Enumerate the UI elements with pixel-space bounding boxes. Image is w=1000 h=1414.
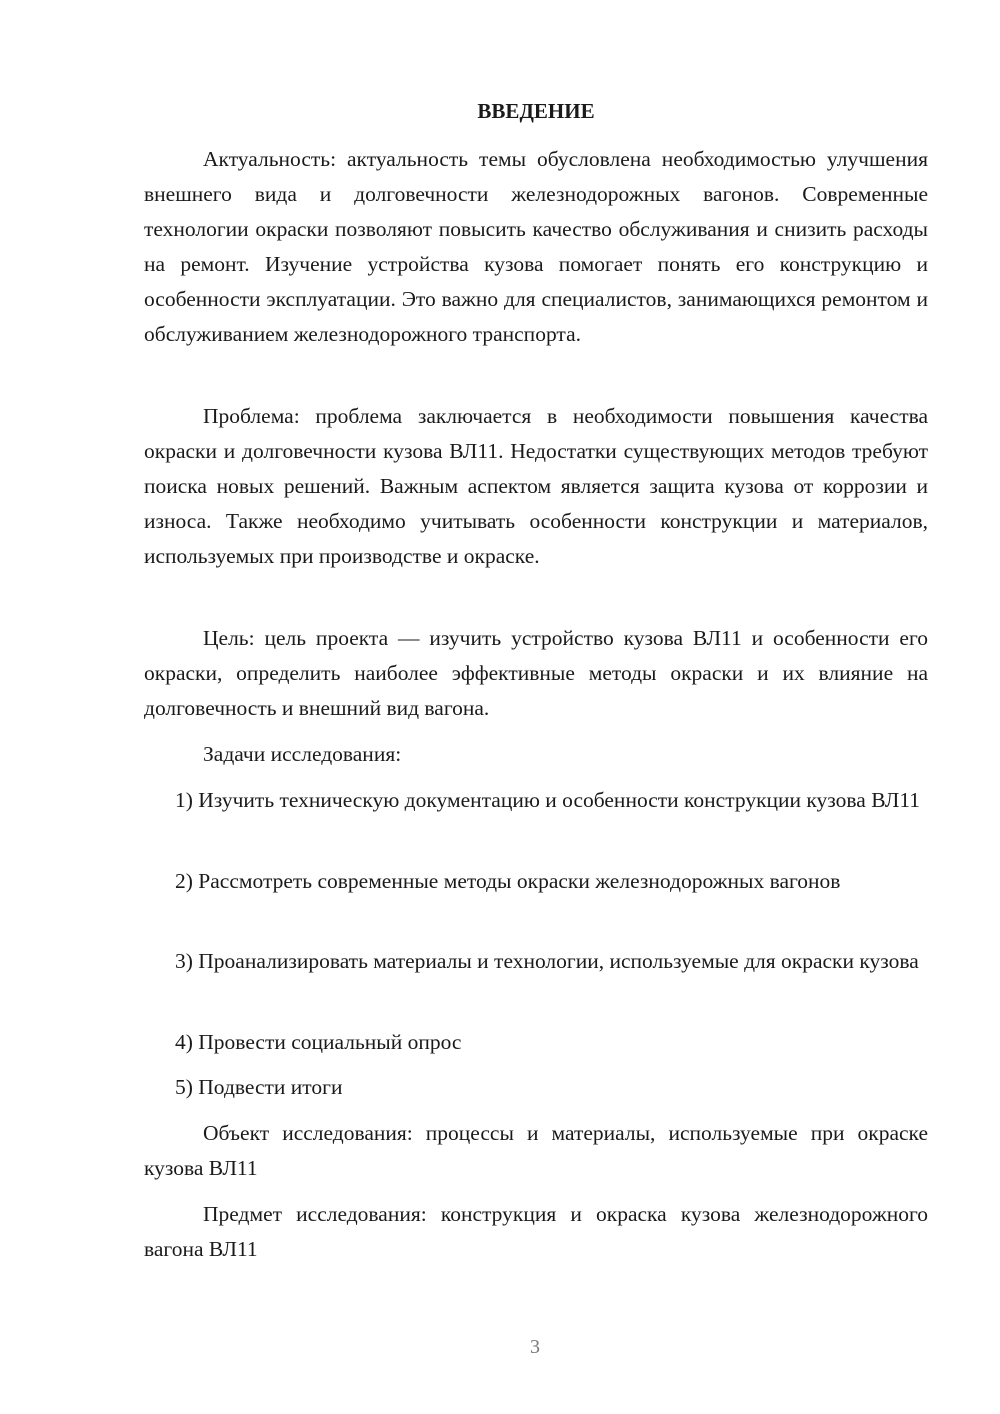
task-item-4: 4) Провести социальный опрос xyxy=(175,1030,462,1054)
task-item-5: 5) Подвести итоги xyxy=(175,1075,343,1099)
relevance-paragraph: Актуальность: актуальность темы обусловлена необходимостью улучшения внешнего вида и долговечности железнодорожных вагонов. Современные технологии окраски позволяют повысить качество обслуживания и снизить расходы на ремонт. Изучение устройства кузова помогает понять его конструкцию и особенности эксплуатации. Это важно для специалистов, занимающихся ремонтом и обслуживанием железнодорожного транспорта. xyxy=(144,147,928,346)
goal-paragraph: Цель: цель проекта — изучить устройство кузова ВЛ11 и особенности его окраски, определить наиболее эффективные методы окраски и их влияние на долговечность и внешний вид вагона. xyxy=(144,626,928,720)
task-item-1: 1) Изучить техническую документацию и особенности конструкции кузова ВЛ11 xyxy=(175,788,921,812)
page-title: ВВЕДЕНИЕ xyxy=(477,99,595,123)
task-item-3: 3) Проанализировать материалы и технологии, используемые для окраски кузова xyxy=(175,949,919,973)
object-paragraph: Объект исследования: процессы и материалы, используемые при окраске кузова ВЛ11 xyxy=(144,1121,928,1180)
problem-paragraph: Проблема: проблема заключается в необходимости повышения качества окраски и долговечности кузова ВЛ11. Недостатки существующих методов требуют поиска новых решений. Важным аспектом является защита кузова от коррозии и износа. Также необходимо учитывать особенности конструкции и материалов, используемых при производстве и окраске. xyxy=(144,404,928,568)
task-item-2: 2) Рассмотреть современные методы окраски железнодорожных вагонов xyxy=(175,869,841,893)
subject-paragraph: Предмет исследования: конструкция и окраска кузова железнодорожного вагона ВЛ11 xyxy=(144,1202,928,1261)
page-number: 3 xyxy=(530,1336,540,1358)
tasks-heading: Задачи исследования: xyxy=(203,742,402,766)
